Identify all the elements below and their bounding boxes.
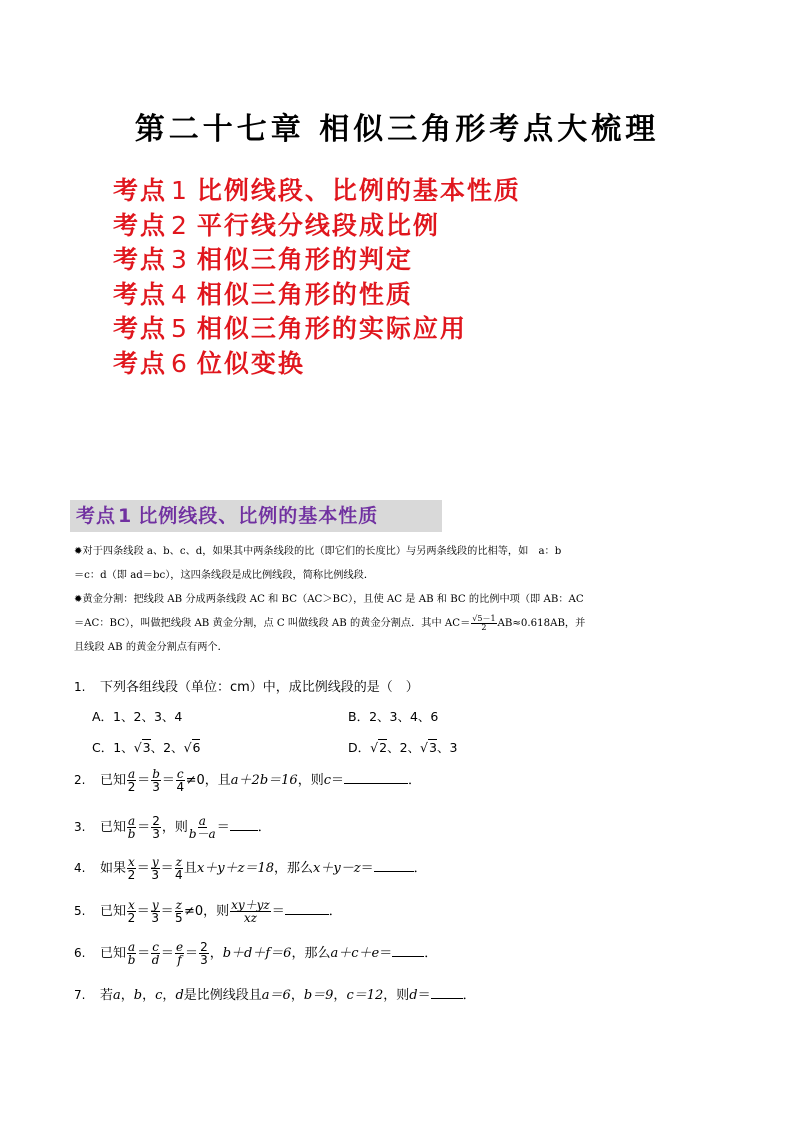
fraction: [127, 856, 136, 881]
topic-item-4: [113, 278, 521, 313]
question-number: 5.: [74, 904, 86, 918]
fraction: [230, 899, 271, 924]
answer-blank[interactable]: [344, 783, 408, 784]
question-text: 是比例线段且: [183, 988, 262, 1003]
fraction-numerator: z: [175, 898, 182, 912]
fraction-denominator: d: [151, 953, 160, 967]
question-text: 若: [100, 988, 114, 1003]
question-text: ＝: [330, 773, 344, 788]
equation: c＝12: [346, 988, 384, 1003]
question-number: 6.: [74, 946, 86, 960]
topic-item-3: [113, 243, 521, 278]
equation: x＋y＋z＝18: [196, 861, 275, 876]
note-line: ✹黄金分割：把线段 AB 分成两条线段 AC 和 BC（AC＞BC），且使 AC 是 AB 和 BC 的比例中项（即 AB：AC: [74, 594, 584, 605]
fraction-numerator: x: [128, 898, 135, 912]
fraction: [127, 815, 136, 840]
fraction: [175, 899, 183, 924]
fraction-numerator: y: [151, 855, 159, 869]
question-text: 已知: [100, 773, 127, 788]
variable: a: [113, 988, 121, 1003]
topic-number: 1: [171, 176, 189, 205]
equation: a＋2b＝16: [230, 773, 298, 788]
fraction: [151, 941, 160, 966]
variable: c: [323, 773, 331, 788]
equation: b＋d＋f＝6: [222, 946, 292, 961]
variable: b: [133, 988, 143, 1003]
topic-text: 平行线分线段成比例: [196, 210, 440, 240]
question-text: ，: [209, 946, 223, 961]
option-b[interactable]: B．2、3、4、6: [348, 709, 439, 724]
question-text: 且: [183, 861, 197, 876]
question-text: 如果: [100, 861, 127, 876]
fraction-denominator: 2: [127, 911, 136, 925]
radicand: 3: [142, 740, 151, 755]
question-6: 6. 已知 $\frac{a}{b}$ ＝ $\frac{c}{d}$ ＝ $\frac{e}{f}$ ＝ $\frac{2}{3}$ ，b＋d＋f＝6，那么a＋c＋e＝ ．: [74, 940, 438, 967]
section-text: 比例线段、比例的基本性质: [138, 505, 379, 527]
topic-item-6: [113, 347, 521, 382]
fraction-denominator: 2: [127, 780, 136, 794]
topic-label: 考点: [113, 245, 168, 275]
question-2: 2. 已知 $\frac{a}{2}$ ＝ $\frac{b}{3}$ ＝ $\frac{c}{4}$ ≠0，且a＋2b＝16，则c＝ ．: [74, 767, 422, 794]
fraction-numerator: e: [175, 940, 184, 954]
question-text: ＝: [417, 988, 431, 1003]
question-text: ，那么: [274, 861, 314, 876]
fraction-numerator: z: [175, 855, 182, 869]
topic-text: 位似变换: [196, 348, 305, 378]
note-text: AB≈0.618AB，并: [497, 618, 586, 629]
fraction-numerator: a: [128, 814, 136, 828]
question-text: ≠0，且: [185, 773, 231, 788]
radicand: 6: [192, 740, 201, 755]
topic-item-5: [113, 312, 521, 347]
option-text: 、2、: [150, 740, 184, 755]
question-text: ，那么: [291, 946, 331, 961]
option-d[interactable]: D．√2、2、√3、3: [348, 740, 458, 755]
fraction-denominator: 3: [200, 953, 208, 967]
fraction-numerator: 2: [200, 940, 208, 954]
fraction-numerator: xy＋yz: [231, 898, 270, 912]
question-text: ＝: [271, 904, 285, 919]
fraction-numerator: b: [152, 767, 160, 781]
option-text: 、3: [436, 740, 458, 755]
question-4: 4. 如果 $\frac{x}{2}$ ＝ $\frac{y}{3}$ ＝ $\frac{z}{4}$ 且x＋y＋z＝18，那么x＋y－z＝ ．: [74, 855, 427, 882]
option-c[interactable]: C．1、√3、2、√6: [92, 740, 201, 755]
fraction-denominator: b－a: [188, 827, 216, 841]
answer-blank[interactable]: [285, 914, 329, 915]
fraction: [151, 899, 160, 924]
fraction: [127, 768, 136, 793]
fraction-numerator: c: [152, 940, 159, 954]
section-number: 1: [118, 505, 133, 527]
fraction-numerator: c: [176, 767, 184, 781]
fraction-numerator: x: [128, 855, 135, 869]
question-number: 1.: [74, 680, 86, 694]
fraction-numerator: √5－1: [472, 613, 496, 623]
fraction-numerator: 2: [152, 814, 160, 828]
fraction-numerator: y: [151, 898, 159, 912]
question-text: 已知: [100, 820, 127, 835]
note-line: ＝c：d（即 ad＝bc），这四条线段是成比例线段，简称比例线段．: [74, 570, 375, 581]
answer-blank[interactable]: [230, 830, 258, 831]
fraction-denominator: 3: [151, 911, 160, 925]
topic-item-1: [113, 174, 521, 209]
option-text: 、2、: [387, 740, 421, 755]
topic-number: 2: [171, 210, 189, 240]
topic-number: 5: [171, 314, 189, 344]
golden-ratio-fraction: [471, 615, 496, 632]
question-text: ＝: [379, 946, 393, 961]
option-text: C．1、: [92, 740, 134, 755]
variable: c: [155, 988, 163, 1003]
question-number: 2.: [74, 773, 86, 787]
topic-number: 3: [171, 245, 189, 275]
fraction-denominator: 2: [127, 868, 136, 882]
fraction: [199, 941, 209, 966]
fraction-denominator: f: [177, 953, 182, 967]
topic-item-2: [113, 209, 521, 244]
topic-label: 考点: [113, 176, 168, 205]
question-3: 3. 已知 $\frac{a}{b}$ ＝ $\frac{2}{3}$ ，则 $\frac{a}{b-a}$ ＝ ．: [74, 814, 271, 841]
question-text: ≠0，则: [183, 904, 230, 919]
equation: b＝9: [303, 988, 334, 1003]
fraction-denominator: xz: [243, 911, 257, 925]
section-label: 考点: [76, 505, 117, 527]
section-heading: [70, 500, 442, 532]
fraction: [189, 815, 216, 840]
topic-text: 相似三角形的判定: [196, 245, 413, 275]
radicand: 3: [428, 740, 437, 755]
question-text: ＝: [216, 820, 230, 835]
fraction-numerator: a: [128, 940, 136, 954]
question-number: 3.: [74, 820, 86, 834]
topic-label: 考点: [113, 210, 168, 240]
question-1: [74, 676, 419, 695]
fraction: [176, 768, 185, 793]
fraction-denominator: 5: [174, 911, 183, 925]
fraction: [151, 768, 161, 793]
question-text: ，则: [161, 820, 188, 835]
topic-label: 考点: [113, 314, 168, 344]
option-a[interactable]: A．1、2、3、4: [92, 709, 183, 724]
fraction: [151, 856, 160, 881]
topic-text: 相似三角形的实际应用: [196, 314, 467, 344]
topic-label: 考点: [113, 348, 168, 378]
topic-text: 相似三角形的性质: [196, 279, 413, 309]
question-text: 已知: [100, 946, 127, 961]
topic-number: 4: [171, 279, 189, 309]
topic-text: 比例线段、比例的基本性质: [196, 176, 521, 205]
variable: d: [409, 988, 418, 1003]
fraction: [127, 941, 136, 966]
variable: d: [175, 988, 184, 1003]
note-line: 且线段 AB 的黄金分割点有两个．: [74, 642, 228, 653]
answer-blank[interactable]: [374, 871, 414, 872]
page-title: 第二十七章 相似三角形考点大梳理: [134, 112, 660, 147]
fraction-denominator: b: [127, 827, 136, 841]
question-5: 5. 已知 $\frac{x}{2}$ ＝ $\frac{y}{3}$ ＝ $\frac{z}{5}$ ≠0，则 $\frac{xy+yz}{xz}$ ＝ ．: [74, 898, 342, 925]
fraction-denominator: 4: [176, 780, 185, 794]
answer-blank[interactable]: [431, 998, 463, 999]
note-line: ✹对于四条线段 a、b、c、d，如果其中两条线段的比（即它们的长度比）与另两条线段的比相等，如 a：b: [74, 546, 562, 557]
fraction-denominator: b: [127, 953, 136, 967]
question-7: 7. 若a，b，c，d是比例线段且a＝6，b＝9，c＝12，则d＝ ．: [74, 988, 476, 1003]
topic-number: 6: [171, 348, 189, 378]
topic-list: [113, 174, 521, 382]
question-number: 7.: [74, 988, 86, 1002]
question-text: ，则: [297, 773, 324, 788]
fraction-denominator: 4: [174, 868, 183, 882]
option-text: D．: [348, 740, 371, 755]
fraction-numerator: a: [198, 814, 206, 828]
question-text: ，则: [383, 988, 410, 1003]
topic-label: 考点: [113, 279, 168, 309]
answer-blank[interactable]: [392, 956, 424, 957]
fraction: [151, 815, 161, 840]
fraction-denominator: 3: [152, 780, 160, 794]
fraction-denominator: 2: [481, 622, 487, 632]
expression: x＋y－z: [313, 861, 361, 876]
fraction-denominator: 3: [152, 827, 160, 841]
equation: a＝6: [261, 988, 291, 1003]
question-text: ＝: [360, 861, 374, 876]
question-text: 下列各组线段（单位：cm）中，成比例线段的是（ ）: [100, 680, 419, 695]
fraction-numerator: a: [128, 767, 136, 781]
fraction: [175, 941, 184, 966]
note-line: [74, 612, 734, 636]
fraction-denominator: 3: [151, 868, 160, 882]
note-text: ＝AC：BC），叫做把线段 AB 黄金分割，点 C 叫做线段 AB 的黄金分割点．其中 AC＝: [74, 618, 471, 629]
question-number: 4.: [74, 861, 86, 875]
key-notes: [74, 540, 734, 660]
fraction: [127, 899, 136, 924]
fraction: [175, 856, 183, 881]
question-text: 已知: [100, 904, 127, 919]
radicand: 2: [379, 740, 388, 755]
expression: a＋c＋e: [330, 946, 380, 961]
